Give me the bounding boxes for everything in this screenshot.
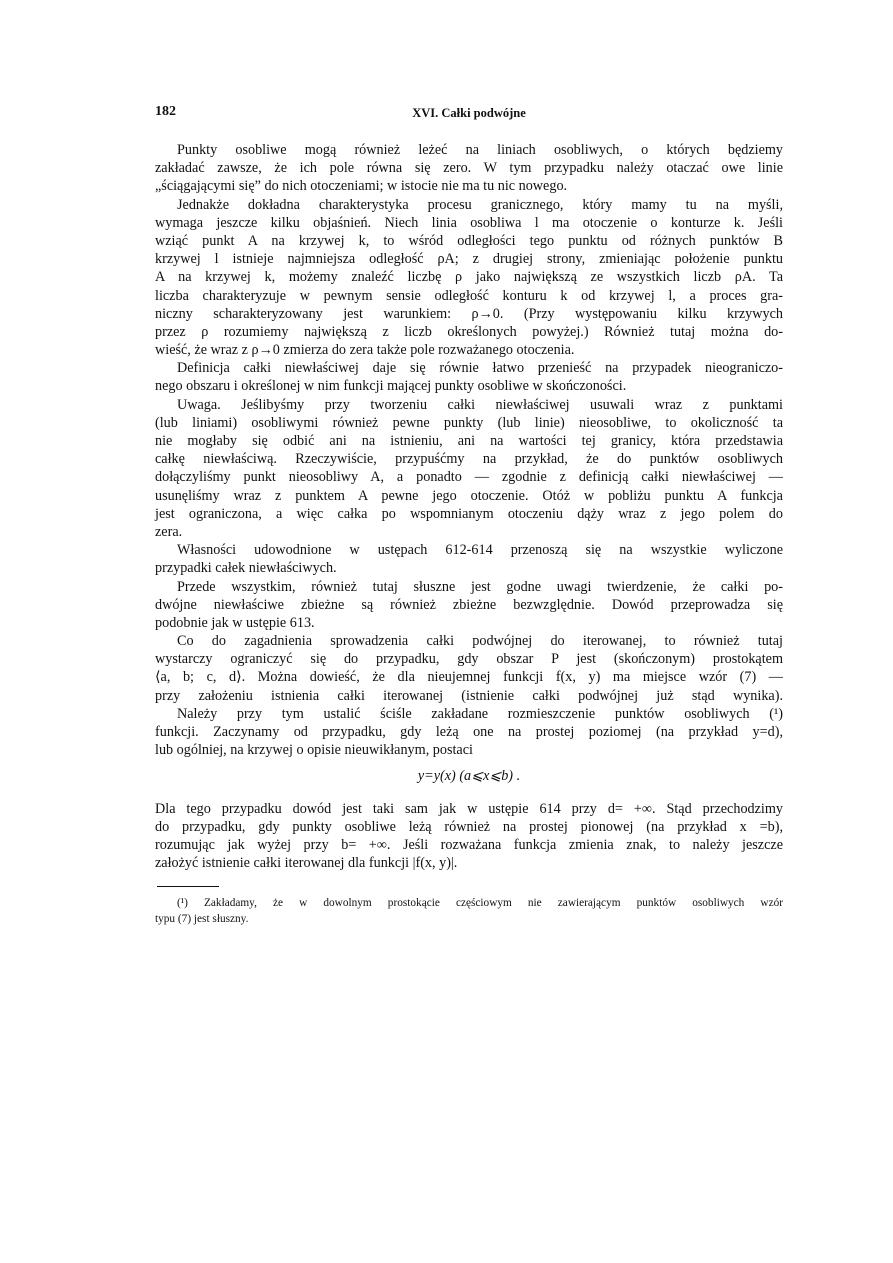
text-line: Definicja całki niewłaściwej daje się równie łatwo przenieść na przypadek nieograniczo-: [177, 360, 783, 377]
text-line: niczny scharakteryzowany jest warunkiem: ρ→0. (Przy występowaniu kilku krzywych: [155, 305, 783, 322]
text-line: zera.: [155, 523, 183, 540]
text-line: Jednakże dokładna charakterystyka procesu granicznego, który mamy tu na myśli,: [177, 196, 783, 213]
text-line: „ściągającymi się” do nich otoczeniami; w istocie nie ma tu nic nowego.: [155, 178, 568, 195]
footnote-line: (¹) Zakładamy, że w dowolnym prostokącie częściowym nie zawierającym punktów osobliwych wzór: [177, 897, 783, 910]
text-line: jest ograniczona, a więc całka po wspomnianym otoczeniu dąży wraz z jego polem do: [155, 505, 783, 522]
text-line: Uwaga. Jeślibyśmy przy tworzeniu całki niewłaściwej usuwali wraz z punktami: [177, 396, 783, 413]
text-line: wystarczy ograniczyć się do przypadku, gdy obszar P jest (skończonym) prostokątem: [155, 651, 783, 668]
text-line: krzywej l istnieje najmniejsza odległość ρA; z drugiej strony, zmieniając położenie punktu: [155, 251, 783, 268]
text-line: przy założeniu istnienia całki iterowanej (istnienie całki podwójnej już stąd wynika).: [155, 687, 783, 704]
text-line: wymaga jeszcze kilku objaśnień. Niech linia osobliwa l ma otoczenie o konturze k. Jeśli: [155, 214, 783, 231]
text-line: Co do zagadnienia sprowadzenia całki podwójnej do iterowanej, to również tutaj: [177, 633, 783, 650]
text-line: dołączyliśmy punkt nieosobliwy A, a ponadto — zgodnie z definicją całki niewłaściwej —: [155, 469, 783, 486]
text-line: (lub liniami) osobliwymi również pewne punkty (lub linie) nieosobliwe, to okoliczność ta: [155, 414, 783, 431]
text-line: A na krzywej k, możemy znaleźć liczbę ρ jako największą ze wszystkich liczb ρA. Ta: [155, 269, 783, 286]
text-line: Należy przy tym ustalić ściśle zakładane rozmieszczenie punktów osobliwych (¹): [177, 705, 783, 722]
text-line: Przede wszystkim, również tutaj słuszne jest godne uwagi twierdzenie, że całki po-: [177, 578, 783, 595]
text-line: całkę niewłaściwą. Rzeczywiście, przypuśćmy na przykład, że do punktów osobliwych: [155, 451, 783, 468]
running-title: XVI. Całki podwójne: [412, 106, 526, 120]
text-line: ⟨a, b; c, d⟩. Można dowieść, że dla nieujemnej funkcji f(x, y) ma miejsce wzór (7) —: [155, 669, 783, 686]
text-line: wziąć punkt A na krzywej k, to wśród odległości tego punktu od różnych punktów B: [155, 232, 783, 249]
text-line: Punkty osobliwe mogą również leżeć na liniach osobliwych, o których będziemy: [177, 142, 783, 158]
display-formula: y=y(x) (a⩽x⩽b) .: [417, 768, 521, 785]
text-line: Własności udowodnione w ustępach 612-614 przenoszą się na wszystkie wyliczone: [177, 542, 783, 559]
text-line: podobnie jak w ustępie 613.: [155, 614, 315, 631]
text-line: dwójne niewłaściwe zbieżne są również zbieżne bezwzględnie. Dowód przeprowadza się: [155, 596, 783, 613]
text-line: usunęliśmy wraz z punktem A pewne jego otoczenie. Otóż w pobliżu punktu A funkcja: [155, 487, 783, 504]
footnote-line: typu (7) jest słuszny.: [155, 913, 249, 926]
running-header: [155, 104, 783, 122]
body-text: [155, 141, 783, 927]
text-line: nego obszaru i określonej w nim funkcji mającej punkty osobliwe w skończoności.: [155, 378, 627, 395]
text-line: przypadki całek niewłaściwych.: [155, 560, 337, 577]
text-line: funkcji. Zaczynamy od przypadku, gdy leżą one na prostej poziomej (na przykład y=d),: [155, 724, 783, 740]
footnote-divider: [157, 886, 219, 887]
text-line: Dla tego przypadku dowód jest taki sam jak w ustępie 614 przy d= +∞. Stąd przechodzimy: [155, 800, 783, 817]
text-line: do przypadku, gdy punkty osobliwe leżą również na prostej pionowej (na przykład x =b),: [155, 818, 783, 835]
text-line: liczba charakteryzuje w pewnym sensie odległość konturu k od krzywej l, a proces gra-: [155, 287, 783, 304]
text-line: założyć istnienie całki iterowanej dla funkcji |f(x, y)|.: [155, 855, 458, 872]
text-line: lub ogólniej, na krzywej o opisie nieuwikłanym, postaci: [155, 742, 473, 759]
text-line: rozumując jak wyżej przy b= +∞. Jeśli rozważana funkcja zmienia znak, to należy jeszcze: [155, 836, 783, 853]
text-line: przez ρ rozumiemy największą z liczb określonych powyżej.) Również tutaj można do-: [155, 323, 783, 340]
text-line: nie mogłaby się odbić ani na istnieniu, ani na wartości tej granicy, która przedstawia: [155, 433, 783, 449]
text-line: zakładać zawsze, że ich pole równa się zero. W tym przypadku należy otaczać owe linie: [155, 160, 783, 177]
text-line: wieść, że wraz z ρ→0 zmierza do zera także pole rozważanego otoczenia.: [155, 342, 575, 359]
page-number: 182: [155, 104, 176, 119]
